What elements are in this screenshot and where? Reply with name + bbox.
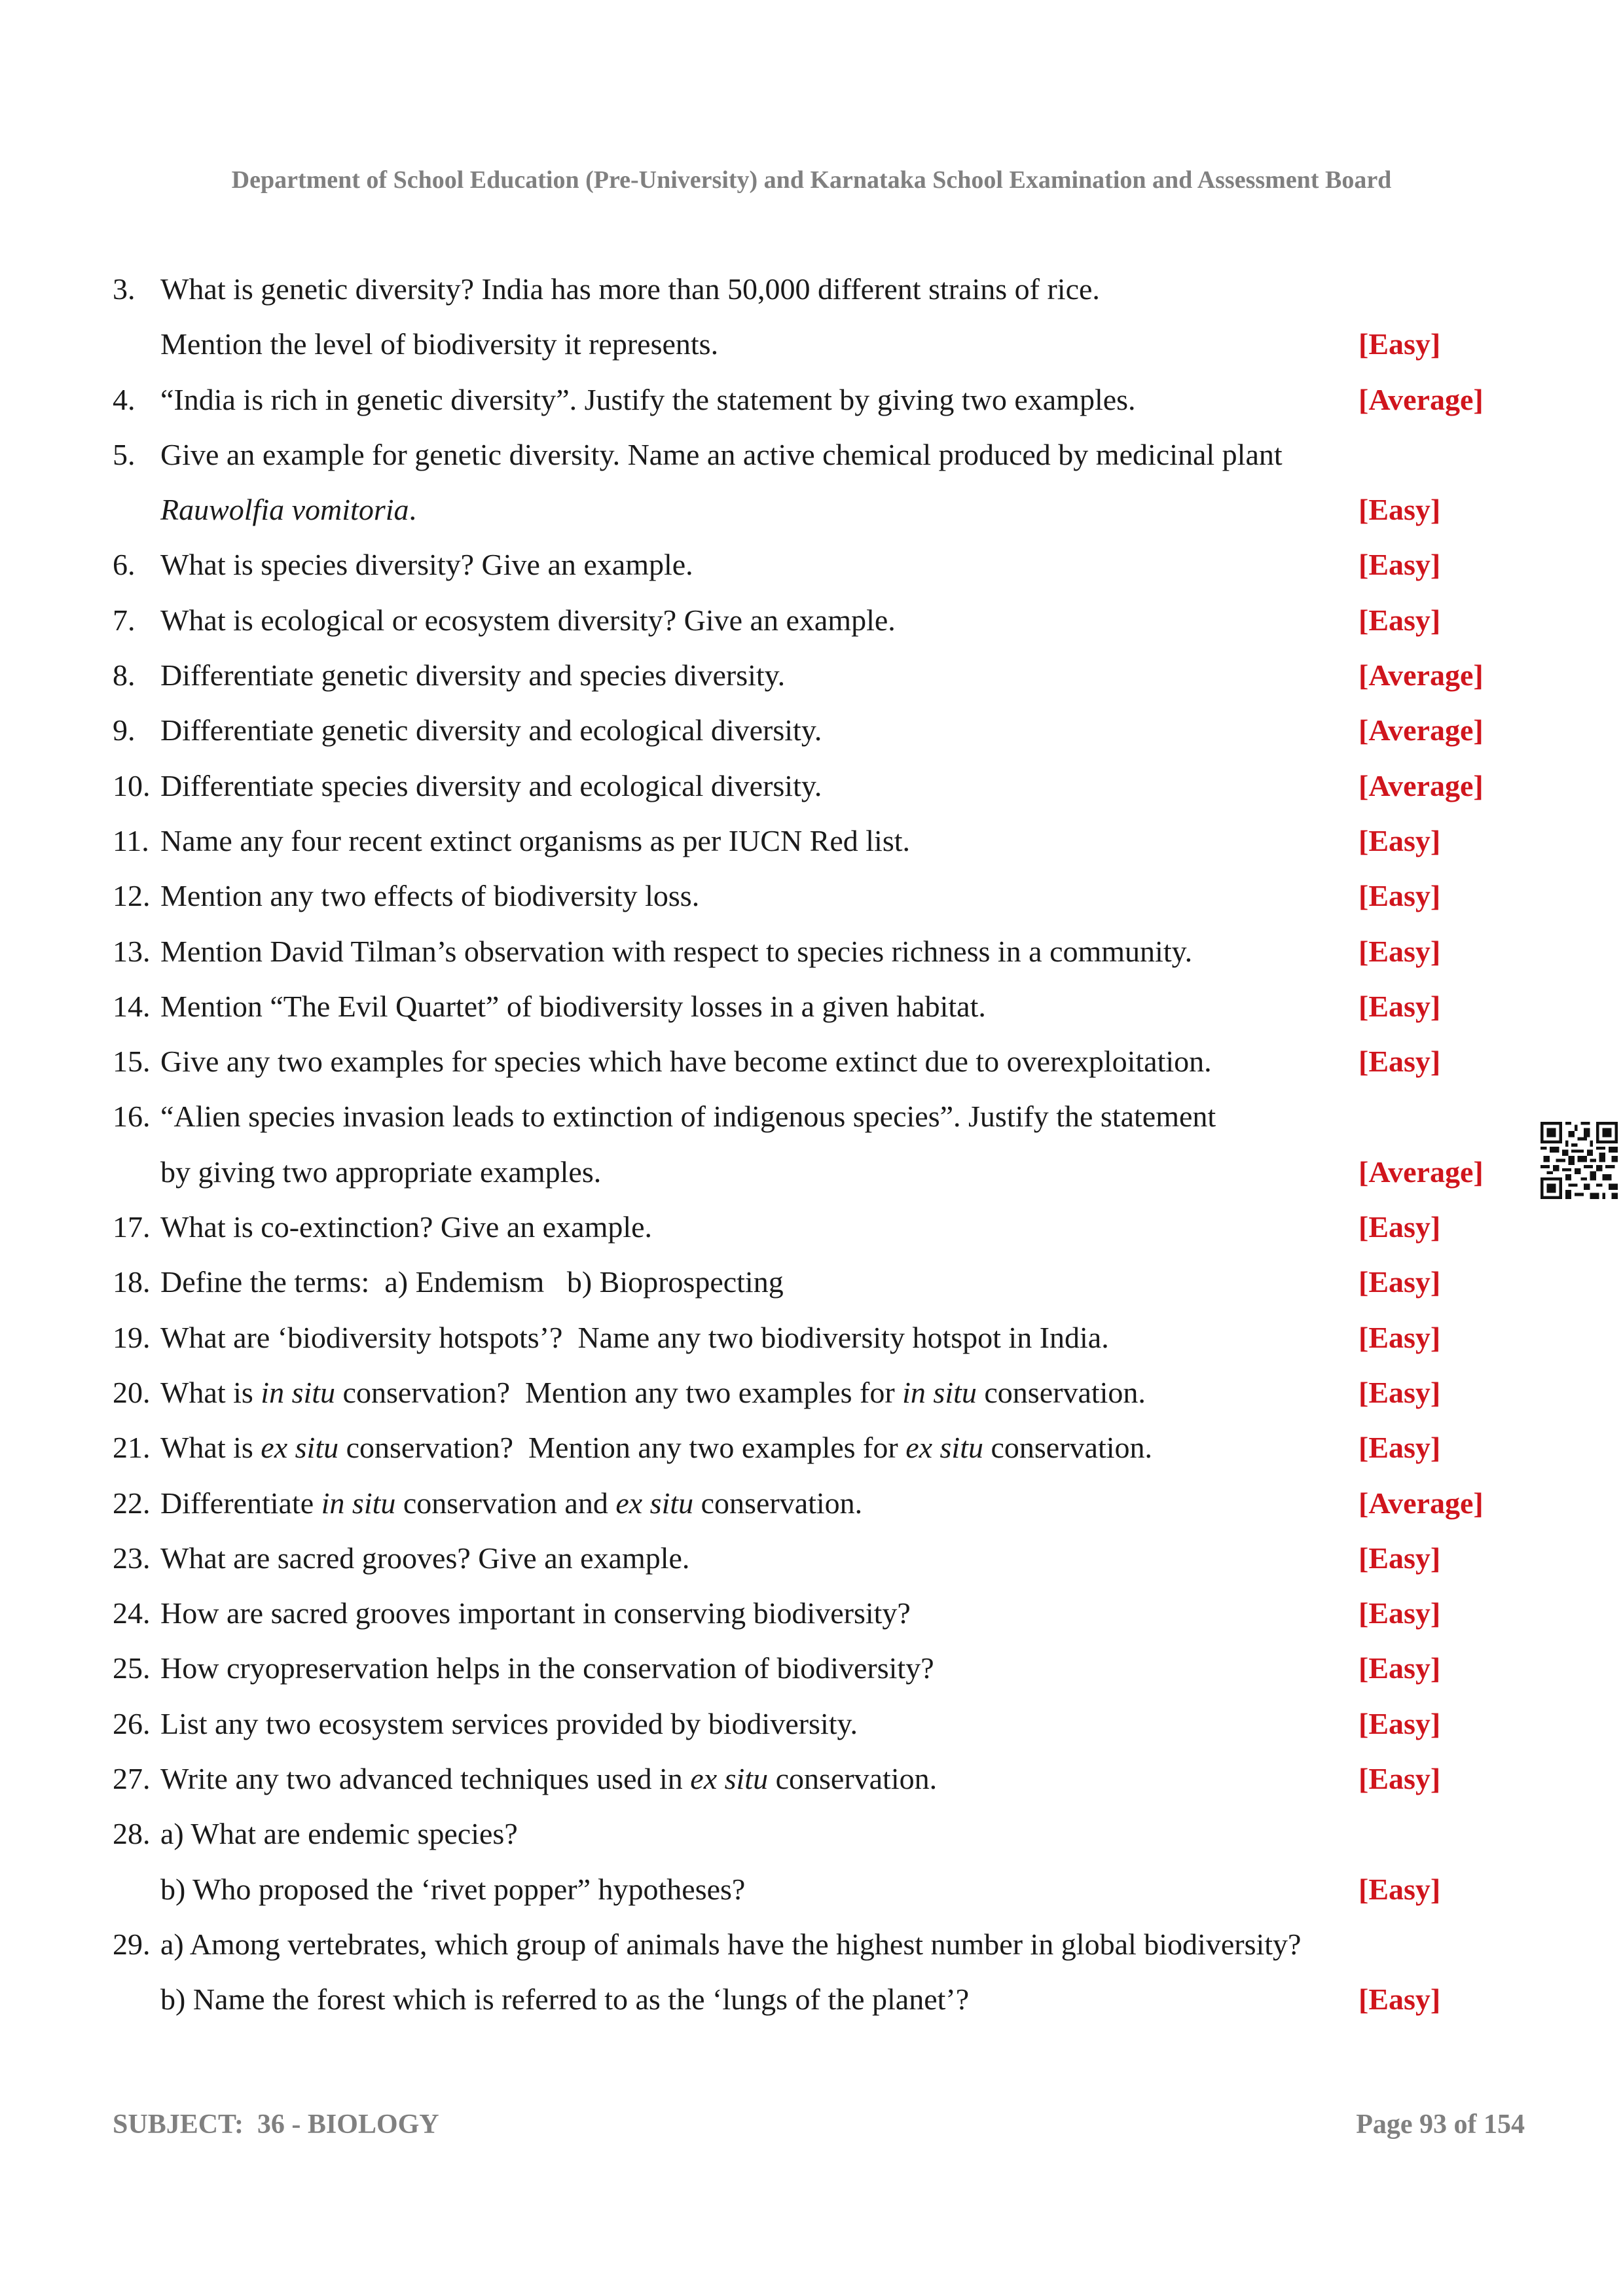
question-text (160, 1476, 862, 1531)
question-number: 12. (113, 879, 151, 913)
question-number: 10. (113, 768, 151, 802)
question-text: Mention any two effects of biodiversity loss. (160, 879, 700, 913)
question-text: What is species diversity? Give an example. (160, 548, 693, 582)
difficulty-tag: [Easy] (1359, 1045, 1441, 1079)
question-19 (113, 1310, 1520, 1365)
question-number: 29. (113, 1927, 151, 1961)
italic-term: in situ (321, 1486, 396, 1520)
difficulty-tag: [Average] (1359, 768, 1484, 802)
question-9 (113, 703, 1520, 758)
question-text: How are sacred grooves important in conserving biodiversity? (160, 1596, 911, 1630)
question-number: 17. (113, 1210, 151, 1244)
text-segment: conservation. (983, 1431, 1153, 1465)
question-22 (113, 1476, 1520, 1531)
question-number: 6. (113, 548, 136, 582)
question-number: 13. (113, 934, 151, 968)
question-text: b) Name the forest which is referred to as the ‘lungs of the planet’? (160, 1982, 970, 2017)
difficulty-tag: [Easy] (1359, 603, 1441, 637)
question-16 (113, 1089, 1520, 1144)
question-number: 18. (113, 1265, 151, 1299)
question-text: Mention David Tilman’s observation with respect to species richness in a community. (160, 934, 1193, 968)
difficulty-tag: [Average] (1359, 1155, 1484, 1189)
difficulty-tag: [Easy] (1359, 989, 1441, 1023)
text-segment: conservation. (768, 1762, 938, 1796)
italic-term: in situ (902, 1375, 977, 1409)
difficulty-tag: [Easy] (1359, 1375, 1441, 1409)
question-number: 14. (113, 989, 151, 1023)
difficulty-tag: [Easy] (1359, 1265, 1441, 1299)
question-14 (113, 979, 1520, 1034)
difficulty-tag: [Average] (1359, 658, 1484, 692)
question-18 (113, 1255, 1520, 1310)
question-number: 3. (113, 272, 136, 306)
difficulty-tag: [Easy] (1359, 548, 1441, 582)
question-number: 15. (113, 1045, 151, 1079)
qr-code-icon[interactable] (1541, 1122, 1618, 1199)
text-segment: . (409, 493, 416, 527)
question-text: Differentiate species diversity and ecological diversity. (160, 768, 822, 802)
question-5 (113, 427, 1520, 482)
question-26 (113, 1696, 1520, 1751)
difficulty-tag: [Easy] (1359, 1210, 1441, 1244)
question-text: Differentiate genetic diversity and ecological diversity. (160, 713, 822, 747)
difficulty-tag: [Easy] (1359, 493, 1441, 527)
question-23 (113, 1531, 1520, 1586)
text-segment: Differentiate (160, 1486, 321, 1520)
text-segment: conservation. (693, 1486, 863, 1520)
question-21 (113, 1420, 1520, 1475)
difficulty-tag: [Easy] (1359, 1431, 1441, 1465)
question-number: 27. (113, 1762, 151, 1796)
question-3-cont (113, 317, 1520, 372)
footer-subject: SUBJECT: 36 - BIOLOGY (113, 2109, 439, 2140)
question-number: 19. (113, 1320, 151, 1354)
question-text (160, 1751, 937, 1806)
italic-term: ex situ (690, 1762, 769, 1796)
question-text: a) Among vertebrates, which group of animals have the highest number in global biodiversity? (160, 1927, 1302, 1961)
difficulty-tag: [Easy] (1359, 1541, 1441, 1575)
difficulty-tag: [Easy] (1359, 1596, 1441, 1630)
question-text (160, 1365, 1146, 1420)
question-28-cont (113, 1862, 1520, 1917)
text-segment: conservation? Mention any two examples for (335, 1375, 903, 1409)
question-11 (113, 814, 1520, 869)
difficulty-tag: [Easy] (1359, 1706, 1441, 1740)
question-text: Define the terms: a) Endemism b) Bioprospecting (160, 1265, 784, 1299)
question-text: What is co-extinction? Give an example. (160, 1210, 653, 1244)
question-number: 21. (113, 1431, 151, 1465)
question-8 (113, 648, 1520, 703)
question-text: What is ecological or ecosystem diversity? Give an example. (160, 603, 896, 637)
difficulty-tag: [Easy] (1359, 823, 1441, 857)
italic-term: Rauwolfia vomitoria (160, 493, 409, 527)
question-text: What is genetic diversity? India has more than 50,000 different strains of rice. (160, 272, 1100, 306)
text-segment: What is (160, 1431, 261, 1465)
question-number: 23. (113, 1541, 151, 1575)
question-text: a) What are endemic species? (160, 1817, 518, 1851)
question-number: 25. (113, 1651, 151, 1685)
question-number: 28. (113, 1817, 151, 1851)
question-24 (113, 1586, 1520, 1641)
difficulty-tag: [Average] (1359, 1486, 1484, 1520)
question-text: “India is rich in genetic diversity”. Justify the statement by giving two examples. (160, 382, 1136, 416)
question-text (160, 482, 416, 537)
text-segment: conservation? Mention any two examples for (338, 1431, 906, 1465)
question-number: 16. (113, 1100, 151, 1134)
question-number: 7. (113, 603, 136, 637)
question-number: 8. (113, 658, 136, 692)
italic-term: ex situ (905, 1431, 983, 1465)
italic-term: ex situ (261, 1431, 339, 1465)
difficulty-tag: [Easy] (1359, 1982, 1441, 2017)
page-header: Department of School Education (Pre-University) and Karnataka School Examination and Assessment Board (231, 166, 1392, 194)
question-7 (113, 593, 1520, 648)
question-text: Mention “The Evil Quartet” of biodiversity losses in a given habitat. (160, 989, 986, 1023)
question-28 (113, 1806, 1520, 1861)
question-number: 11. (113, 823, 149, 857)
difficulty-tag: [Easy] (1359, 1320, 1441, 1354)
question-number: 9. (113, 713, 136, 747)
question-text: “Alien species invasion leads to extinction of indigenous species”. Justify the statement (160, 1100, 1216, 1134)
question-12 (113, 869, 1520, 924)
text-segment: conservation and (395, 1486, 616, 1520)
difficulty-tag: [Average] (1359, 382, 1484, 416)
question-3 (113, 262, 1520, 317)
question-25 (113, 1641, 1520, 1696)
question-20 (113, 1365, 1520, 1420)
difficulty-tag: [Easy] (1359, 934, 1441, 968)
question-16-cont (113, 1145, 1520, 1200)
question-15 (113, 1034, 1520, 1089)
question-text: Differentiate genetic diversity and species diversity. (160, 658, 786, 692)
difficulty-tag: [Easy] (1359, 327, 1441, 361)
question-27 (113, 1751, 1520, 1806)
italic-term: in situ (261, 1375, 336, 1409)
footer-page-number: Page 93 of 154 (1356, 2109, 1525, 2140)
question-17 (113, 1200, 1520, 1255)
question-text: List any two ecosystem services provided by biodiversity. (160, 1706, 858, 1740)
question-number: 26. (113, 1706, 151, 1740)
text-segment: Write any two advanced techniques used in (160, 1762, 691, 1796)
italic-term: ex situ (615, 1486, 694, 1520)
question-29-cont (113, 1972, 1520, 2027)
question-13 (113, 924, 1520, 979)
question-text: What are ‘biodiversity hotspots’? Name any two biodiversity hotspot in India. (160, 1320, 1109, 1354)
question-number: 5. (113, 437, 136, 471)
question-text: b) Who proposed the ‘rivet popper” hypotheses? (160, 1872, 746, 1906)
question-text: How cryopreservation helps in the conservation of biodiversity? (160, 1651, 934, 1685)
question-list (113, 262, 1520, 2028)
text-segment: conservation. (976, 1375, 1146, 1409)
difficulty-tag: [Average] (1359, 713, 1484, 747)
question-text: Mention the level of biodiversity it represents. (160, 327, 719, 361)
difficulty-tag: [Easy] (1359, 1651, 1441, 1685)
question-6 (113, 537, 1520, 592)
text-segment: What is (160, 1375, 261, 1409)
question-4 (113, 372, 1520, 427)
difficulty-tag: [Easy] (1359, 1762, 1441, 1796)
question-text: What are sacred grooves? Give an example. (160, 1541, 690, 1575)
question-10 (113, 759, 1520, 814)
question-text: Give any two examples for species which have become extinct due to overexploitation. (160, 1045, 1212, 1079)
question-5-cont (113, 482, 1520, 537)
question-number: 24. (113, 1596, 151, 1630)
difficulty-tag: [Easy] (1359, 879, 1441, 913)
question-29 (113, 1917, 1520, 1972)
question-text: Name any four recent extinct organisms as per IUCN Red list. (160, 823, 911, 857)
question-number: 4. (113, 382, 136, 416)
question-text (160, 1420, 1152, 1475)
question-text: by giving two appropriate examples. (160, 1155, 602, 1189)
question-number: 20. (113, 1375, 151, 1409)
question-text: Give an example for genetic diversity. Name an active chemical produced by medicinal plant (160, 437, 1283, 471)
difficulty-tag: [Easy] (1359, 1872, 1441, 1906)
question-number: 22. (113, 1486, 151, 1520)
